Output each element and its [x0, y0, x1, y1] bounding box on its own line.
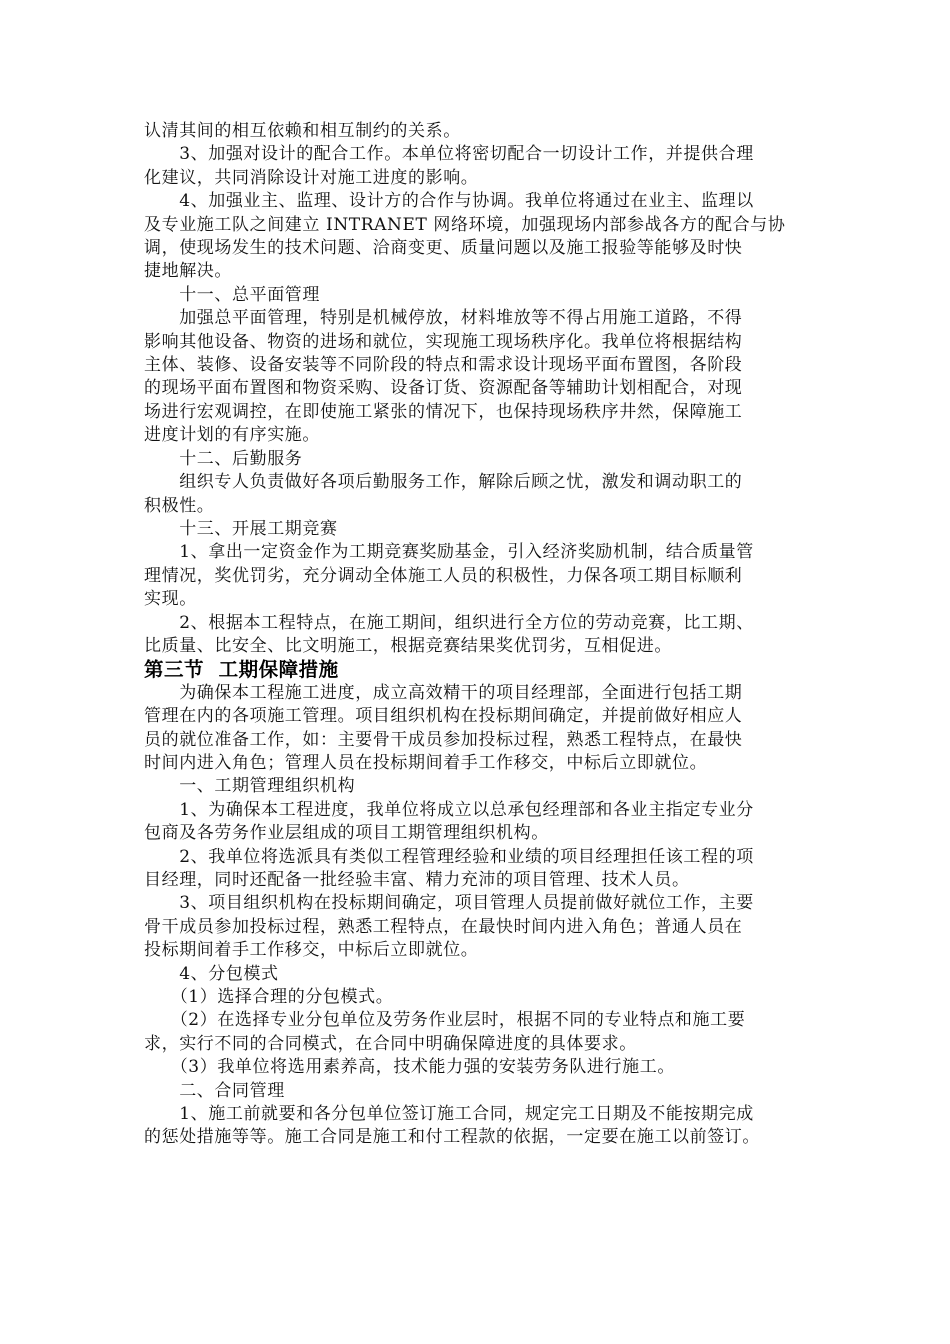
section-subheading: 十二、后勤服务	[144, 448, 303, 469]
section-subheading: 十一、总平面管理	[144, 284, 320, 305]
text-line: 2、我单位将选派具有类似工程管理经验和业绩的项目经理担任该工程的项	[144, 846, 754, 867]
text-line: 3、项目组织机构在投标期间确定，项目管理人员提前做好就位工作，主要	[144, 893, 754, 914]
text-line: 包商及各劳务作业层组成的项目工期管理组织机构。	[144, 823, 549, 844]
text-line: 的惩处措施等等。施工合同是施工和付工程款的依据，一定要在施工以前签订。	[144, 1127, 760, 1148]
text-line: 加强总平面管理，特别是机械停放，材料堆放等不得占用施工道路，不得	[144, 308, 743, 329]
section-subheading: 一、工期管理组织机构	[144, 776, 356, 797]
text-line: 组织专人负责做好各项后勤服务工作，解除后顾之忧，激发和调动职工的	[144, 472, 743, 493]
text-line: 进度计划的有序实施。	[144, 425, 320, 446]
text-line: （2）在选择专业分包单位及劳务作业层时，根据不同的专业特点和施工要	[144, 1010, 746, 1031]
text-line: 主体、装修、设备安装等不同阶段的特点和需求设计现场平面布置图，各阶段	[144, 355, 743, 376]
text-line: 积极性。	[144, 495, 215, 516]
text-line: 时间内进入角色；管理人员在投标期间着手工作移交，中标后立即就位。	[144, 752, 708, 773]
text-line: 管理在内的各项施工管理。项目组织机构在投标期间确定，并提前做好相应人	[144, 706, 743, 727]
text-line: 理情况，奖优罚劣，充分调动全体施工人员的积极性，力保各项工期目标顺利	[144, 565, 743, 586]
text-line: 为确保本工程施工进度，成立高效精干的项目经理部，全面进行包括工期	[144, 682, 743, 703]
text-line: 4、加强业主、监理、设计方的合作与协调。我单位将通过在业主、监理以	[144, 191, 754, 212]
text-line: 1、施工前就要和各分包单位签订施工合同，规定完工日期及不能按期完成	[144, 1104, 754, 1125]
text-line: 目经理，同时还配备一批经验丰富、精力充沛的项目管理、技术人员。	[144, 870, 690, 890]
text-line: 场进行宏观调控，在即使施工紧张的情况下，也保持现场秩序井然，保障施工	[144, 401, 743, 422]
text-line: 投标期间着手工作移交，中标后立即就位。	[144, 940, 479, 961]
text-line: 3、加强对设计的配合工作。本单位将密切配合一切设计工作，并提供合理	[144, 144, 754, 165]
text-line: 化建议，共同消除设计对施工进度的影响。	[144, 167, 479, 188]
text-line: 影响其他设备、物资的进场和就位，实现施工现场秩序化。我单位将根据结构	[144, 331, 743, 352]
text-line: 调，使现场发生的技术问题、洽商变更、质量问题以及施工报验等能够及时快	[144, 238, 743, 259]
text-line: 员的就位准备工作，如：主要骨干成员参加投标过程，熟悉工程特点，在最快	[144, 729, 743, 750]
text-line: 1、为确保本工程进度，我单位将成立以总承包经理部和各业主指定专业分	[144, 799, 754, 820]
text-line: （3）我单位将选用素养高，技术能力强的安装劳务队进行施工。	[144, 1057, 675, 1078]
section-heading: 第三节 工期保障措施	[144, 658, 339, 682]
section-subheading: 4、分包模式	[144, 963, 279, 984]
text-line: 2、根据本工程特点，在施工期间，组织进行全方位的劳动竞赛，比工期、	[144, 612, 754, 633]
section-subheading: 二、合同管理	[144, 1080, 285, 1101]
text-line: 骨干成员参加投标过程，熟悉工程特点，在最快时间内进入角色；普通人员在	[144, 916, 743, 937]
text-line: 捷地解决。	[144, 261, 232, 282]
text-line: 比质量、比安全、比文明施工，根据竞赛结果奖优罚劣，互相促进。	[144, 635, 672, 656]
text-line: （1）选择合理的分包模式。	[144, 987, 394, 1008]
text-line: 求，实行不同的合同模式，在合同中明确保障进度的具体要求。	[144, 1033, 637, 1054]
text-line: 及专业施工队之间建立 INTRANET 网络环境，加强现场内部参战各方的配合与协	[144, 214, 786, 235]
section-subheading: 十三、开展工期竞赛	[144, 518, 338, 539]
document-page	[144, 120, 808, 1150]
text-line: 1、拿出一定资金作为工期竞赛奖励基金，引入经济奖励机制，结合质量管	[144, 542, 754, 563]
text-line: 认清其间的相互依赖和相互制约的关系。	[144, 121, 461, 141]
text-line: 的现场平面布置图和物资采购、设备订货、资源配备等辅助计划相配合，对现	[144, 378, 743, 399]
text-line: 实现。	[144, 589, 197, 610]
